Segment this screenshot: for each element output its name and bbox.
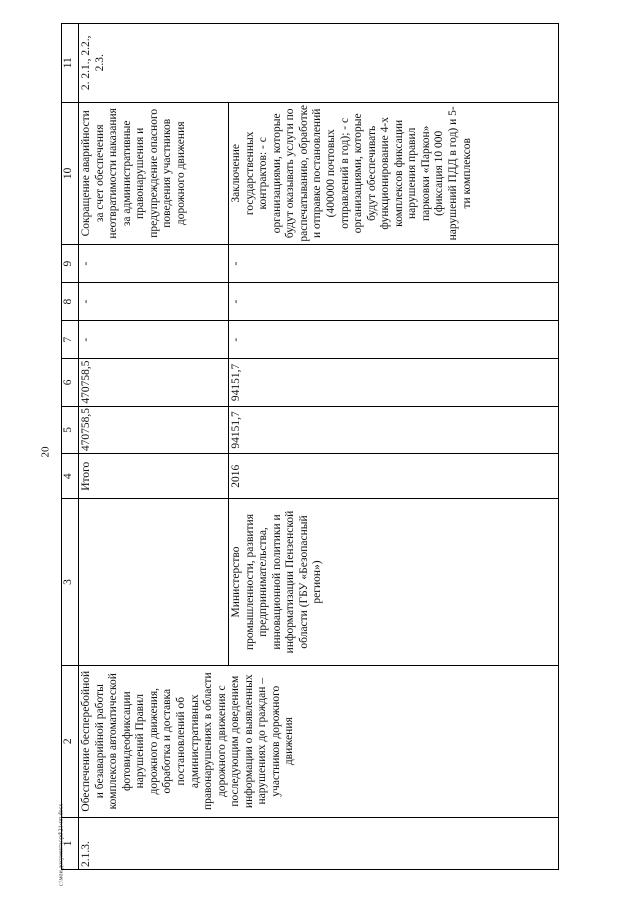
col-header-1: 1 — [62, 817, 79, 869]
year-cell-total: Итого — [79, 454, 229, 499]
col-header-10: 10 — [62, 102, 79, 245]
year-cell-2016: 2016 — [229, 454, 559, 499]
col-header-8: 8 — [62, 283, 79, 321]
program-measures-table — [61, 23, 559, 870]
funding-col8-2016: - — [229, 283, 559, 321]
footer-file-path: c:\мои документы\pd\21-пп.docx — [58, 803, 65, 887]
page-number: 20 — [39, 446, 52, 458]
col-header-2: 2 — [62, 665, 79, 817]
table-row-total — [79, 24, 229, 870]
item-number: 2.1.3. — [79, 817, 559, 869]
col-header-4: 4 — [62, 454, 79, 499]
col-header-11: 11 — [62, 24, 79, 103]
funding-col8-cell: - — [79, 283, 229, 321]
funding-budget-cell: 470758,5 — [79, 359, 229, 407]
funding-budget-2016: 94151,7 — [229, 359, 559, 407]
col-header-3: 3 — [62, 499, 79, 665]
column-number-row — [62, 24, 79, 870]
rotated-table-container — [61, 23, 570, 870]
col-header-9: 9 — [62, 245, 79, 283]
executor-cell-empty — [79, 499, 229, 665]
col-header-5: 5 — [62, 406, 79, 454]
measure-description: Обеспечение бесперебойной и безаварийной работы комплексов автоматической фотовидеофиксации нарушений Правил дорожного движения, обработка и доставка постановлений об административных правонарушениях в области дорожного движения с последующим доведением информации о выявленных нарушениях до граждан – участников дорожного движения — [79, 665, 559, 817]
funding-col7-2016: - — [229, 321, 559, 359]
indicator-reference: 2. 2.1., 2.2., 2.3. — [79, 24, 559, 103]
funding-total-2016: 94151,7 — [229, 406, 559, 454]
funding-total-cell: 470758,5 — [79, 406, 229, 454]
expected-result-2016: Заключение государственных контрактов: - с организациями, которые будут оказывать услуги по распечатыванию, обработке и отправке постановлений (400000 почтовых отправлений в год); - с организациями, которые будут обеспечивать функционирование 4-х комплексов фиксации нарушения правил парковки «Паркон» (фиксация 10 000 нарушений ПДД в год) и 5-ти комплексов — [229, 102, 559, 245]
funding-col7-cell: - — [79, 321, 229, 359]
executor-cell: Министерство промышленности, развития предпринимательства, инновационной политики и информатизации Пензенской области (ГБУ «Безопасный регион») — [229, 499, 559, 665]
expected-result-total: Сокращение аварийности за счет обеспечения неотвратимости наказания за административные правонарушения и предупреждение опасного поведения участников дорожного движения — [79, 102, 229, 245]
funding-col9-cell: - — [79, 245, 229, 283]
funding-col9-2016: - — [229, 245, 559, 283]
col-header-7: 7 — [62, 321, 79, 359]
col-header-6: 6 — [62, 359, 79, 407]
